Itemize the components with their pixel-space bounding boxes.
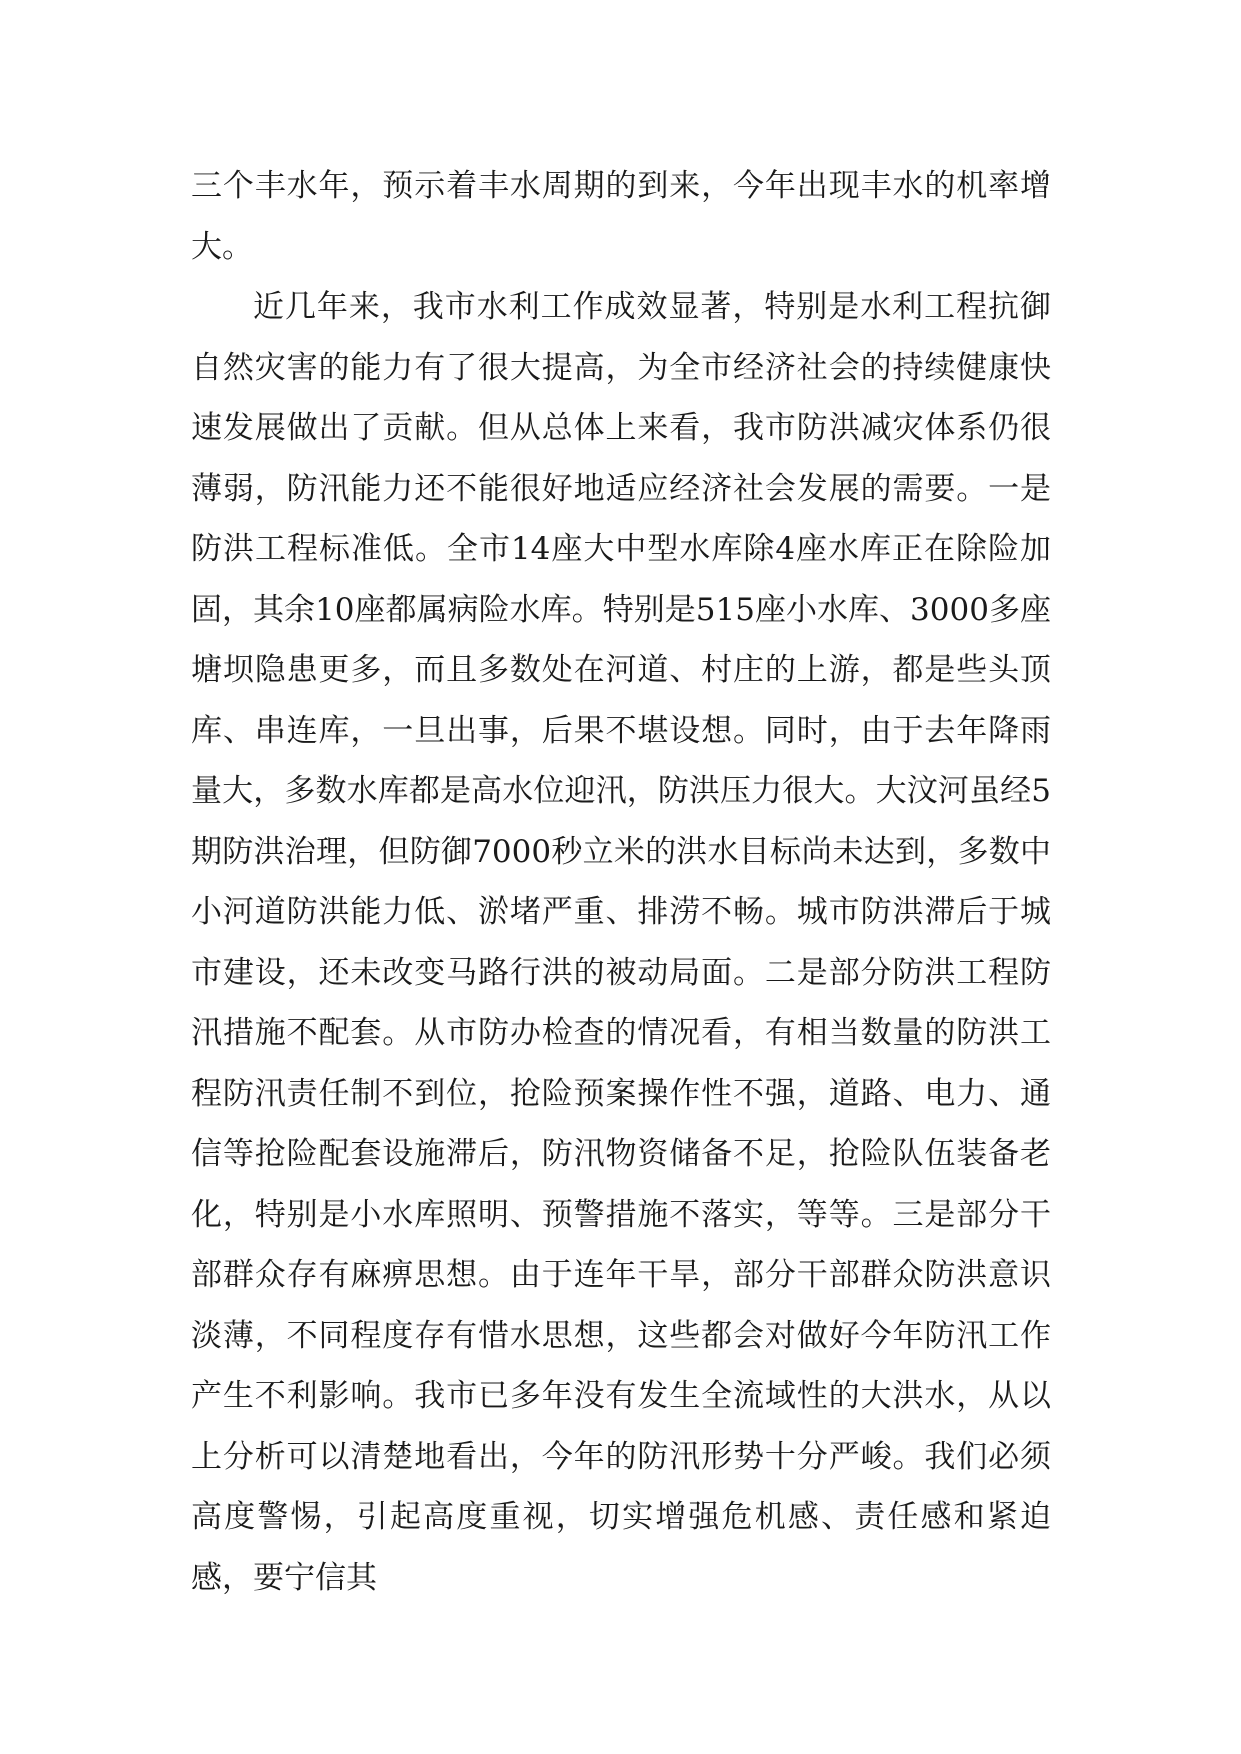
- paragraph-continued: 三个丰水年，预示着丰水周期的到来，今年出现丰水的机率增大。: [191, 168, 1051, 265]
- document-body: [191, 156, 1051, 1608]
- paragraph-flood-situation: 近几年来，我市水利工作成效显著，特别是水利工程抗御自然灾害的能力有了很大提高，为全市经济社会的持续健康快速发展做出了贡献。但从总体上来看，我市防洪减灾体系仍很薄弱，防汛能力还不能很好地适应经济社会发展的需要。一是防洪工程标准低。全市14座大中型水库除4座水库正在除险加固，其余10座都属病险水库。特别是515座小水库、3000多座塘坝隐患更多，而且多数处在河道、村庄的上游，都是些头顶库、串连库，一旦出事，后果不堪设想。同时，由于去年降雨量大，多数水库都是高水位迎汛，防洪压力很大。大汶河虽经5期防洪治理，但防御7000秒立米的洪水目标尚未达到，多数中小河道防洪能力低、淤堵严重、排涝不畅。城市防洪滞后于城市建设，还未改变马路行洪的被动局面。二是部分防洪工程防汛措施不配套。从市防办检查的情况看，有相当数量的防洪工程防汛责任制不到位，抢险预案操作性不强，道路、电力、通信等抢险配套设施滞后，防汛物资储备不足，抢险队伍装备老化，特别是小水库照明、预警措施不落实，等等。三是部分干部群众存有麻痹思想。由于连年干旱，部分干部群众防洪意识淡薄，不同程度存有惜水思想，这些都会对做好今年防汛工作产生不利影响。我市已多年没有发生全流域性的大洪水，从以上分析可以清楚地看出，今年的防汛形势十分严峻。我们必须高度警惕，引起高度重视，切实增强危机感、责任感和紧迫感，要宁信其: [191, 289, 1051, 1596]
